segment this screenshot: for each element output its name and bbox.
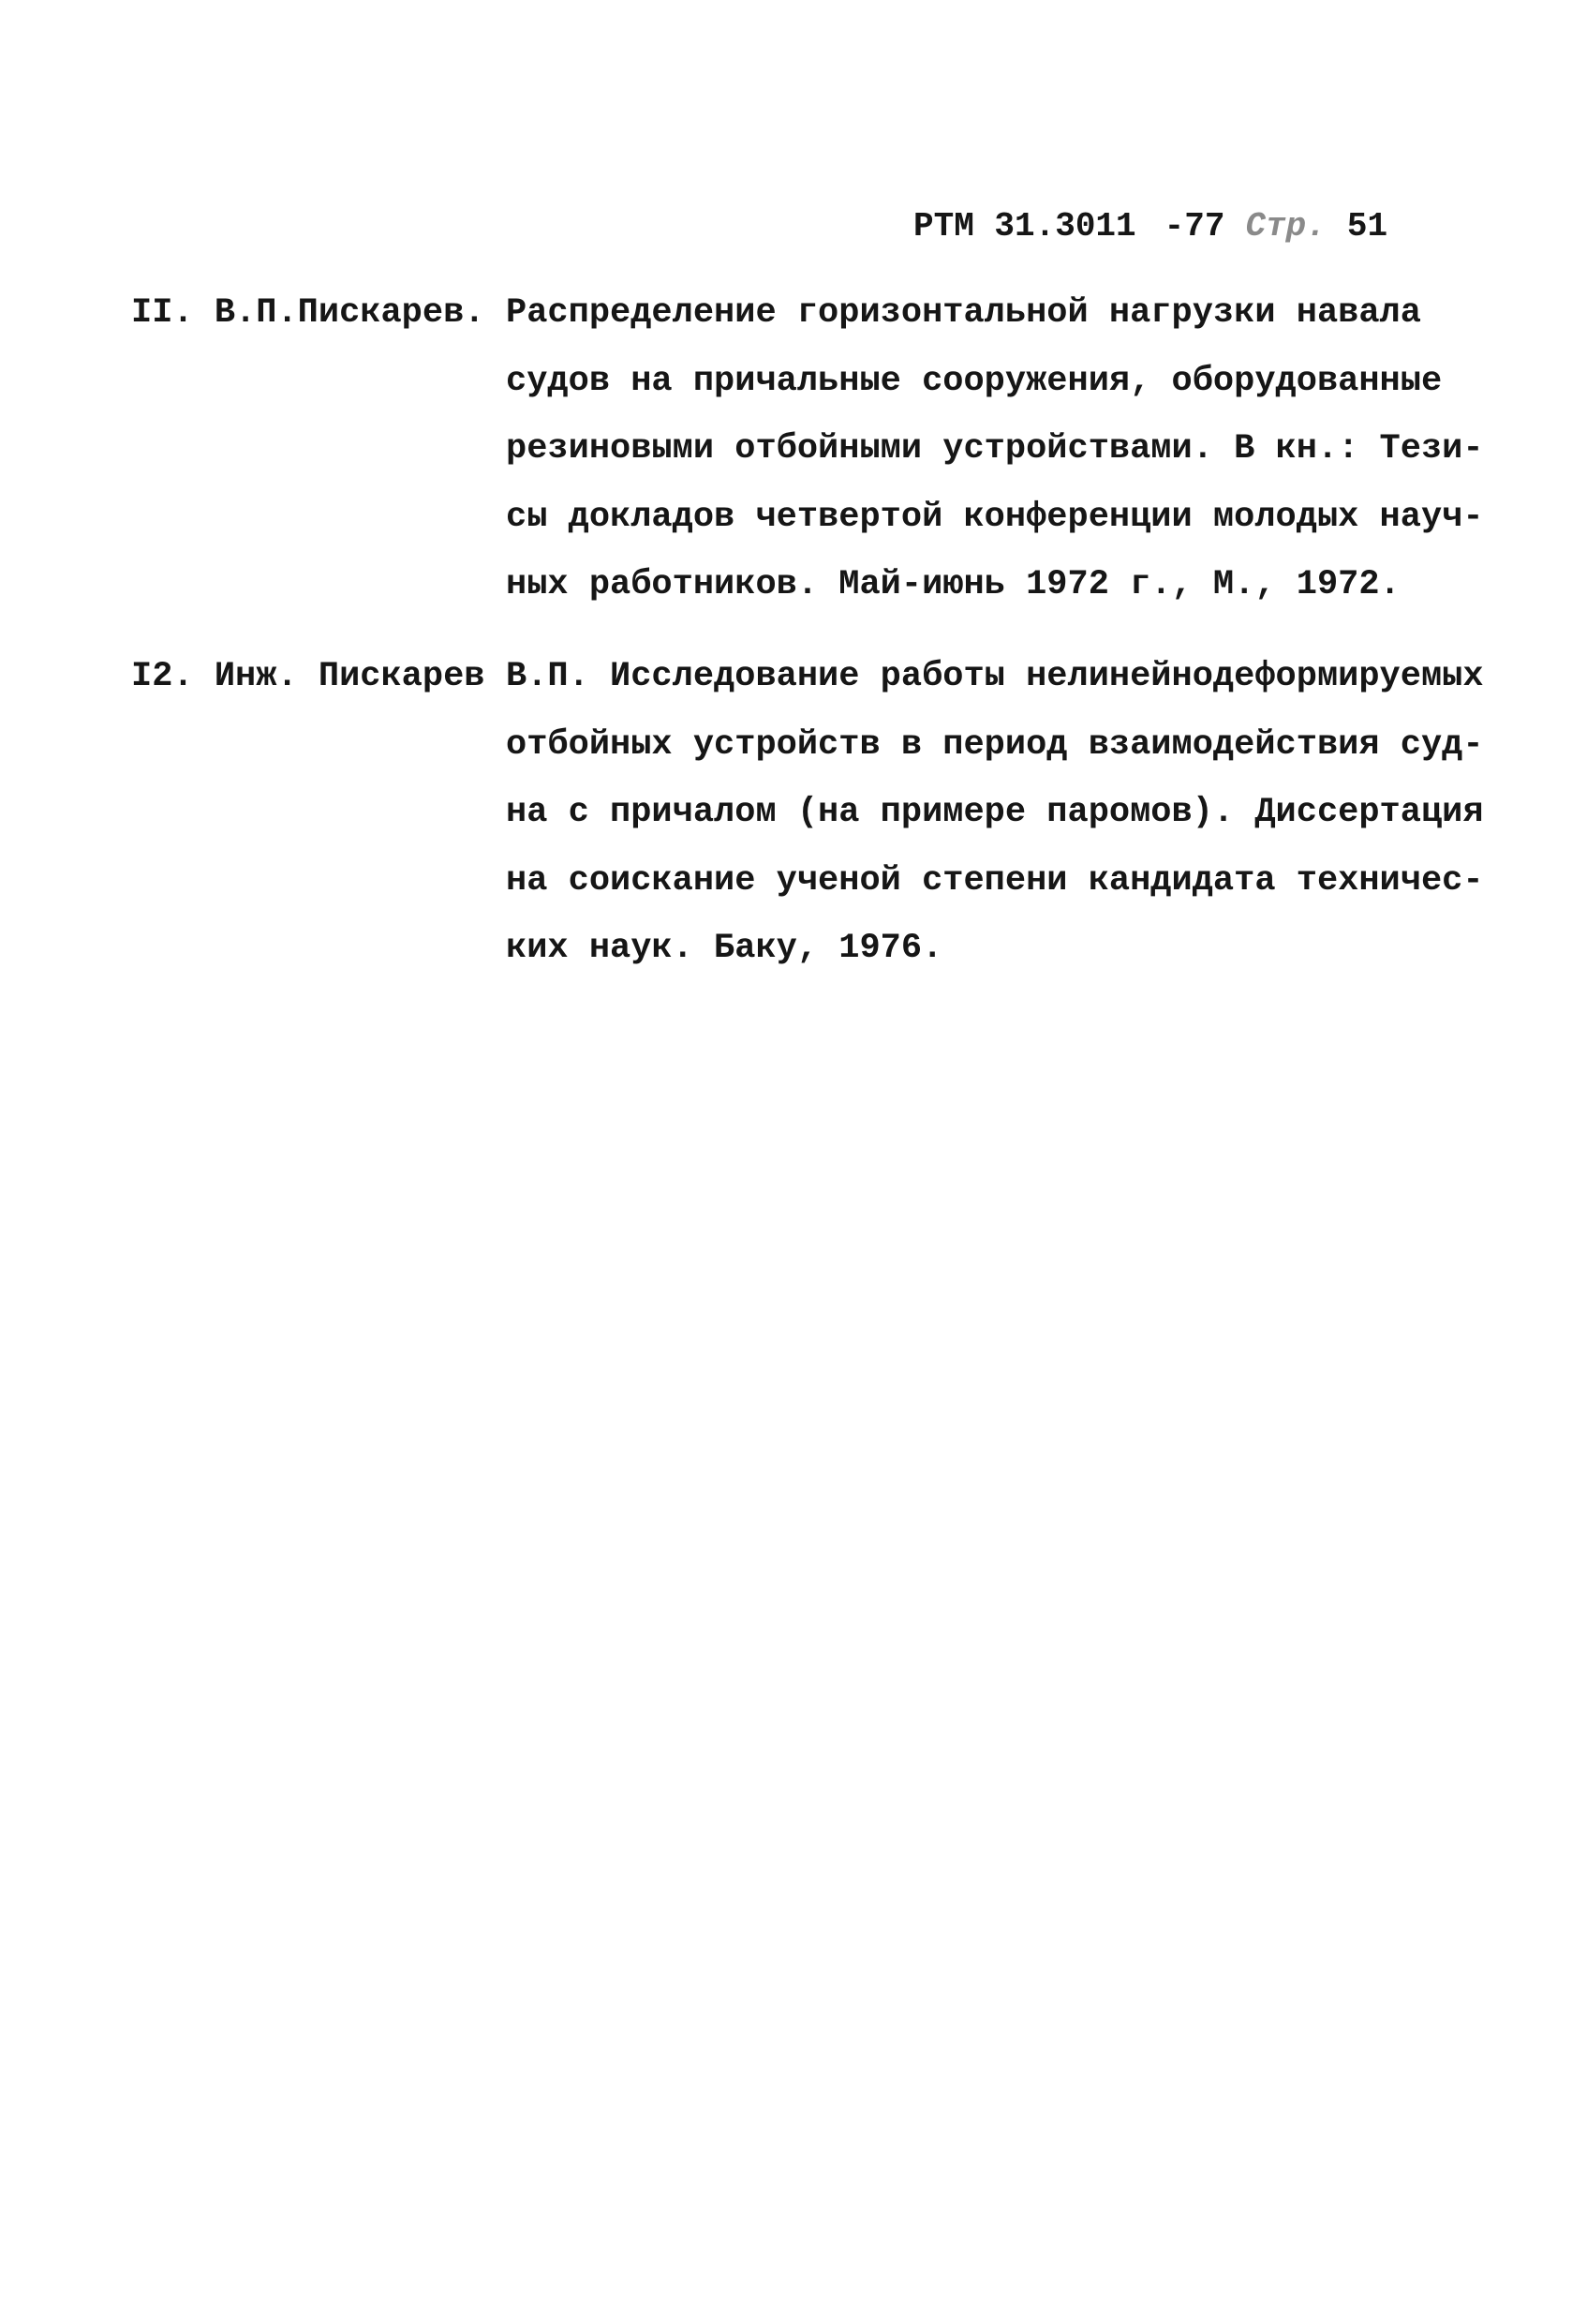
- reference-text: на соискание ученой степени кандидата техничес-: [506, 860, 1484, 901]
- reference-text: на с причалом (на примере паромов). Диссертация: [506, 793, 1484, 833]
- page-header: [913, 204, 1438, 249]
- reference-lead: [131, 279, 506, 348]
- reference-text: Распределение горизонтальной нагрузки навала: [506, 293, 1421, 333]
- reference-line: [131, 279, 1480, 348]
- reference-text: судов на причальные сооружения, оборудованные: [506, 361, 1443, 401]
- reference-number: I2.: [131, 657, 194, 696]
- reference-text: резиновыми отбойными устройствами. В кн.: Тези-: [506, 429, 1484, 469]
- reference-line: [131, 711, 1484, 780]
- reference-item-12: [131, 643, 1484, 983]
- reference-item-11: [131, 279, 1484, 619]
- reference-line: [131, 484, 1484, 552]
- document-number: РТМ 31.3011: [913, 207, 1136, 246]
- reference-line: [131, 415, 1484, 484]
- reference-author: Инж. Пискарев: [214, 657, 485, 696]
- document-year: -77: [1164, 207, 1225, 246]
- reference-text: сы докладов четвертой конференции молодых науч-: [506, 497, 1484, 537]
- reference-line: [131, 847, 1484, 916]
- reference-text: В.П. Исследование работы нелинейнодеформируемых: [506, 657, 1484, 696]
- reference-number: II.: [131, 293, 194, 333]
- page-label: Стр.: [1245, 207, 1327, 246]
- reference-text: ных работников. Май-июнь 1972 г., М., 1972.: [506, 565, 1401, 605]
- reference-text: ких наук. Баку, 1976.: [506, 929, 943, 969]
- reference-line: [131, 779, 1484, 847]
- reference-line: [131, 643, 1484, 711]
- reference-line: [131, 915, 1480, 983]
- reference-text: отбойных устройств в период взаимодействия суд-: [506, 724, 1484, 765]
- page-number: 51: [1346, 207, 1388, 246]
- reference-lead: [131, 643, 506, 711]
- reference-line: [131, 551, 1480, 619]
- reference-author: В.П.Пискарев.: [214, 293, 485, 333]
- reference-line: [131, 348, 1480, 416]
